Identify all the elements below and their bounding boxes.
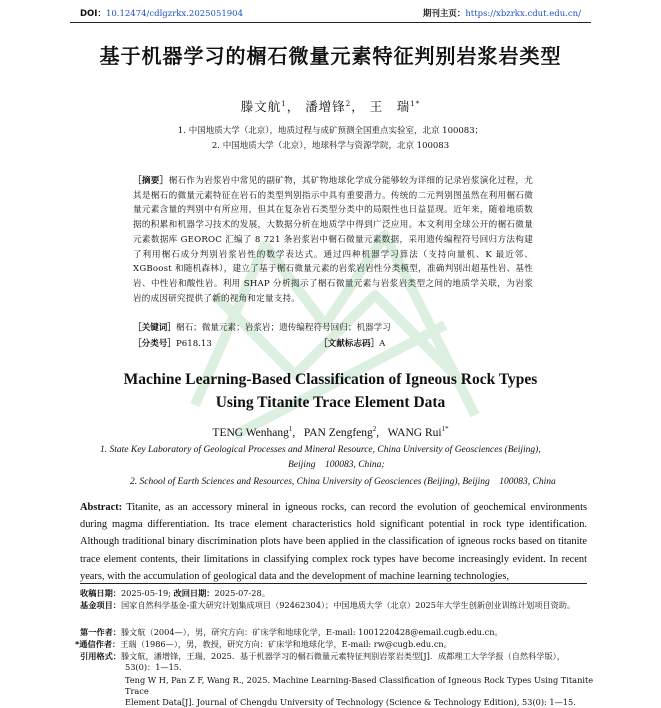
journal-homepage: 期刊主页：https://xbzrkx.cdut.edu.cn/ [422, 9, 581, 19]
affiliation-en-1-city: Beijing 100083, China; [288, 460, 385, 470]
abstract-en-text: Titanite, as an accessory mineral in igneous rocks, can record the evolution of geochemical environments during magma differentiation. Its trace element characteristics hold significant potential in rock type identification. Although traditional binary discrimination plots have been applied in the classification of igneous rocks based on titanite trace element contents, their limitations in classifying complex rock types have become increasingly evident. In recent years, with the accumulation of geological data and the development of machine learning technologies, [80, 502, 587, 582]
journal-header [80, 7, 581, 21]
doi-link[interactable]: 10.12474/cdlgzrkx.2025051904 [105, 9, 244, 19]
fund-note: 基金项目：国家自然科学基金-重大研究计划集成项目（92462304）；中国地质大学（北京）2025年大学生创新创业训练计划项目资助。 [80, 600, 576, 610]
affiliation-en-2: 2. School of Earth Sciences and Resources, China University of Geosciences (Beijing), Beijing 100083, China [130, 477, 556, 487]
header-rule [70, 22, 591, 23]
title-zh: 基于机器学习的榍石微量元素特征判别岩浆岩类型 [99, 44, 562, 68]
abstract-zh-label: ［摘要］ [133, 176, 169, 186]
affiliation-en-1: 1. State Key Laboratory of Geological Processes and Mineral Resource, China University of Geosciences (Beijing), [100, 445, 541, 455]
citation-zh: 引用格式：滕文航，潘增锋，王瑞，2025．基于机器学习的榍石微量元素特征判别岩浆岩类型[J]．成都理工大学学报（自然科学版），53(0)：1—15． [80, 651, 565, 672]
abstract-zh-text: 榍石作为岩浆岩中常见的副矿物，其矿物地球化学成分能够较为详细的记录岩浆演化过程，尤其是榍石的微量元素特征在岩石的类型判别指示中具有重要潜力。传统的二元判别图虽然在利用榍石微量元素含量的判别中有所应用，但其在复杂岩石类型分类中的局限性也日益显现。近年来，随着地质数据的积累和机器学习技术的发展，大数据分析在地质学中得到广泛应用。本文利用全球公开的榍石微量元素数据库 GEOROC 汇编了 8 721 条岩浆岩中榍石微量元素数据，采用遗传编程符号回归方法构建了利用榍石成分判别岩浆岩性的数学表达式。通过四种机器学习算法（支持向量机、K 最近邻、XGBoost 和随机森林），建立了基于榍石微量元素的岩浆岩岩性分类模型，准确判别出超基性岩、基性岩、中性岩和酸性岩。利用 SHAP 分析揭示了榍石微量元素与岩浆岩类型之间的地质学关联，为岩浆岩的成因研究提供了新的视角和定量支持。 [133, 176, 534, 304]
citation-en: Teng W H, Pan Z F, Wang R., 2025. Machine Learning-Based Classification of Igneous Rock Types Using Titanite Trace Element Data[J]. Journal of Chengdu University of Technology (Science & Technology Edition), 53(0): 1—15. [125, 675, 594, 707]
title-en: Machine Learning-Based Classification of Igneous Rock Types Using Titanite Trace Element Data [123, 371, 538, 411]
affiliation-zh-2: 2. 中国地质大学（北京），地球科学与资源学院，北京 100083 [211, 141, 450, 151]
authors-zh: 滕文航$^1$， 潘增锋$^2$， 王 瑞$^{1*}$ [240, 99, 421, 114]
corresponding-author-note: *通信作者：王瑞（1986—），男，教授，研究方向：矿床学和地球化学，E-mail: rw@cugb.edu.cn。 [75, 639, 452, 649]
doi: DOI：10.12474/cdlgzrkx.2025051904 [80, 9, 244, 19]
classification-line: ［分类号］P618.13 ［文献标志码］A [133, 339, 386, 349]
doc-code: ［文献标志码］A [319, 339, 386, 349]
first-author-note: 第一作者：滕文航（2004—），男，研究方向：矿床学和地球化学，E-mail: 1001220428@email.cugb.edu.cn。 [80, 627, 503, 637]
abstract-en [80, 499, 587, 585]
authors-en: TENG Wenhang$^1$, PAN Zengfeng$^2$, WANG Rui$^{1*}$ [212, 425, 449, 439]
homepage-link[interactable]: https://xbzrkx.cdut.edu.cn/ [465, 9, 581, 19]
affiliation-zh-1: 1. 中国地质大学（北京），地质过程与成矿预测全国重点实验室，北京 100083； [177, 126, 484, 136]
keywords-zh: ［关键词］榍石；微量元素；岩浆岩；遗传编程符号回归；机器学习 [133, 323, 391, 333]
abstract-zh [133, 174, 533, 306]
footnote-rule [80, 583, 587, 584]
received-dates: 收稿日期：2025-05-19; 改回日期：2025-07-28。 [80, 588, 270, 598]
abstract-en-label: Abstract: [80, 502, 123, 513]
